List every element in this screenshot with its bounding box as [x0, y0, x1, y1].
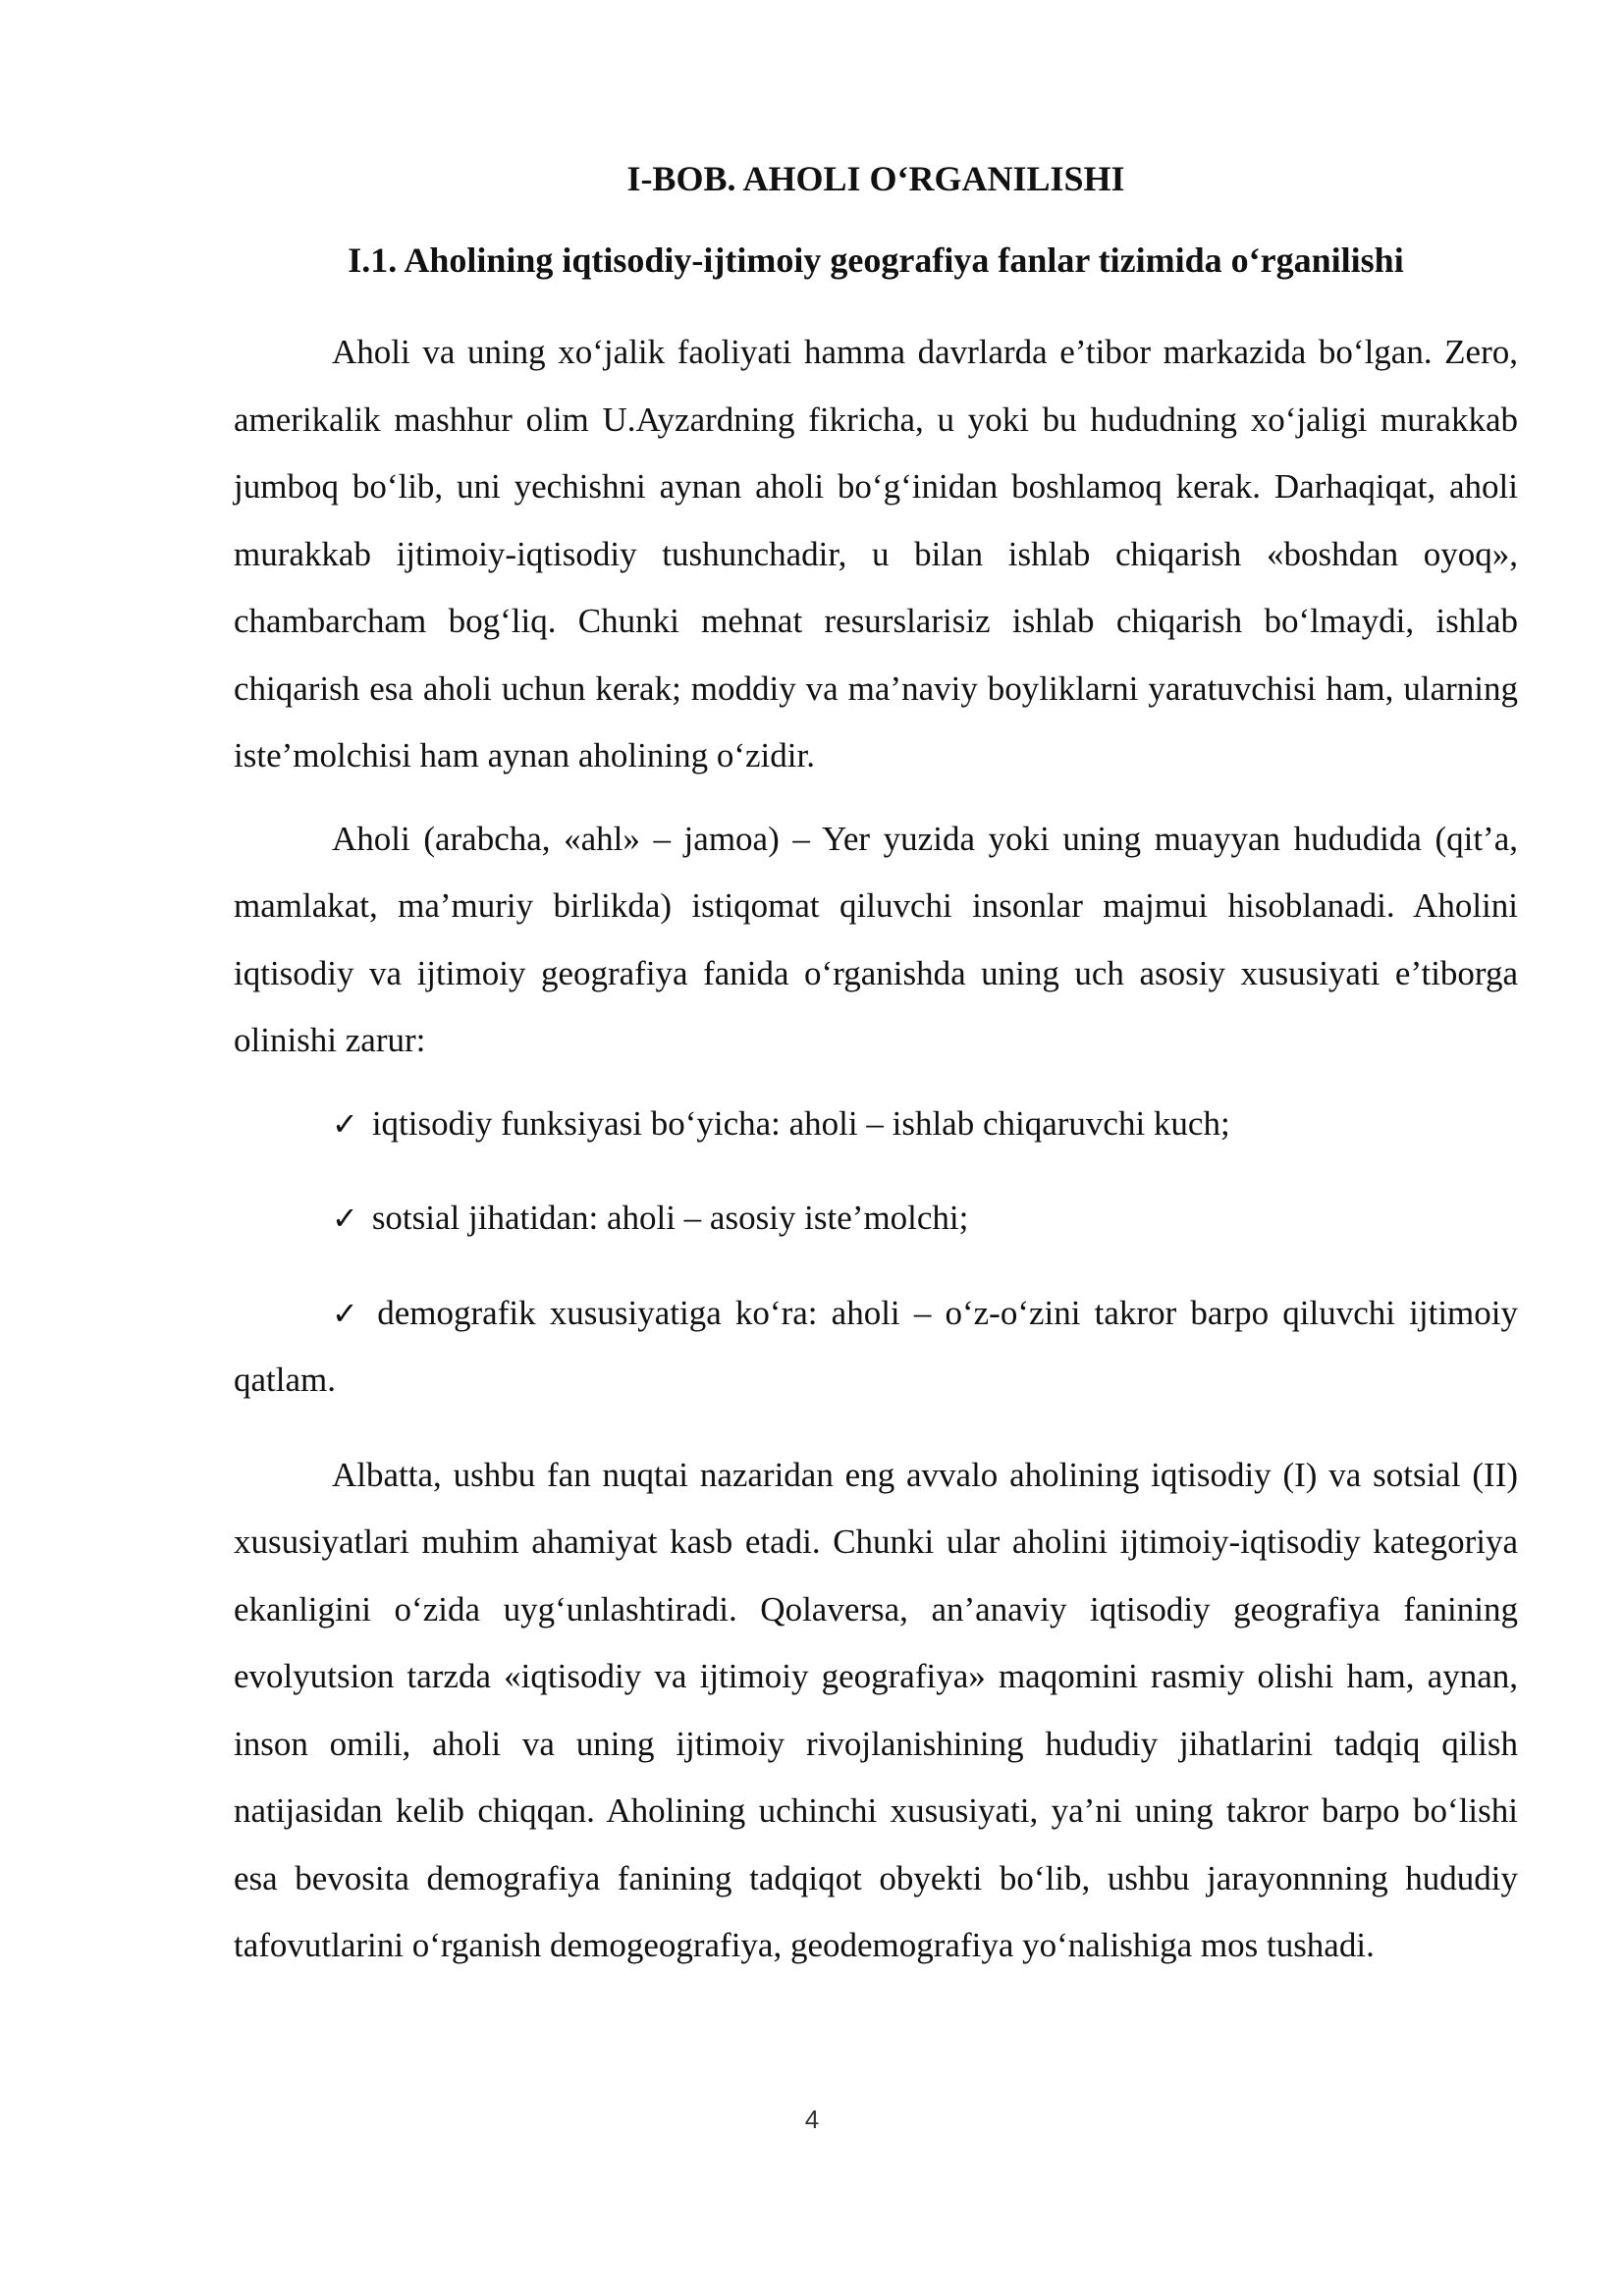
- check-mark-icon: ✓: [332, 1200, 358, 1237]
- check-mark-icon: ✓: [332, 1294, 364, 1332]
- section-title: I.1. Aholining iqtisodiy-ijtimoiy geografiya fanlar tizimida o‘rganilishi: [348, 240, 1404, 280]
- chapter-title: I-BOB. AHOLI O‘RGANILISHI: [626, 159, 1125, 198]
- check-list-item: [234, 1185, 1518, 1253]
- check-mark-icon: ✓: [332, 1104, 358, 1143]
- page-number: 4: [804, 2105, 820, 2134]
- paragraph-3: Albatta, ushbu fan nuqtai nazaridan eng avvalo aholining iqtisodiy (I) va sotsial (II) xususiyatlari muhim ahamiyat kasb etadi. Chunki ular aholini ijtimoiy-iqtisodiy kategoriya ekanligini o‘zida uyg‘unlashtiradi. Qolaversa, an’anaviy iqtisodiy geografiya fanining evolyutsion tarzda «iqtisodiy va ijtimoiy geografiya» maqomini rasmiy olishi ham, aynan, inson omili, aholi va uning ijtimoiy rivojlanishining hududiy jihatlarini tadqiq qilish natijasidan kelib chiqqan. Aholining uchinchi xususiyati, ya’ni uning takror barpo bo‘lishi esa bevosita demografiya fanining tadqiqot obyekti bo‘lib, ushbu jarayonnning hududiy tafovutlarini o‘rganish demogeografiya, geodemografiya yo‘nalishiga mos tushadi.: [234, 1455, 1518, 1964]
- check-item-text: iqtisodiy funksiyasi bo‘yicha: aholi – ishlab chiqaruvchi kuch;: [371, 1103, 1230, 1143]
- check-item-text: demografik xususiyatiga ko‘ra: aholi – o‘z-o‘zini takror barpo qiluvchi ijtimoiy qatlam.: [234, 1293, 1518, 1399]
- check-list-item: [234, 1280, 1518, 1415]
- body-text: [234, 319, 1518, 1996]
- paragraph-2: Aholi (arabcha, «ahl» – jamoa) – Yer yuzida yoki uning muayyan hududida (qit’a, mamlakat, ma’muriy birlikda) istiqomat qiluvchi insonlar majmui hisoblanadi. Aholini iqtisodiy va ijtimoiy geografiya fanida o‘rganishda uning uch asosiy xususiyati e’tiborga olinishi zarur:: [234, 819, 1518, 1059]
- paragraph-1: Aholi va uning xo‘jalik faoliyati hamma davrlarda e’tibor markazida bo‘lgan. Zero, amerikalik mashhur olim U.Ayzardning fikricha, u yoki bu hududning xo‘jaligi murakkab jumboq bo‘lib, uni yechishni aynan aholi bo‘g‘inidan boshlamoq kerak. Darhaqiqat, aholi murakkab ijtimoiy-iqtisodiy tushunchadir, u bilan ishlab chiqarish «boshdan oyoq», chambarcham bog‘liq. Chunki mehnat resurslarisiz ishlab chiqarish bo‘lmaydi, ishlab chiqarish esa aholi uchun kerak; moddiy va ma’naviy boyliklarni yaratuvchisi ham, ularning iste’molchisi ham aynan aholining o‘zidir.: [234, 333, 1518, 774]
- check-item-text: sotsial jihatidan: aholi – asosiy iste’molchi;: [371, 1199, 969, 1237]
- check-list-item: [234, 1091, 1518, 1158]
